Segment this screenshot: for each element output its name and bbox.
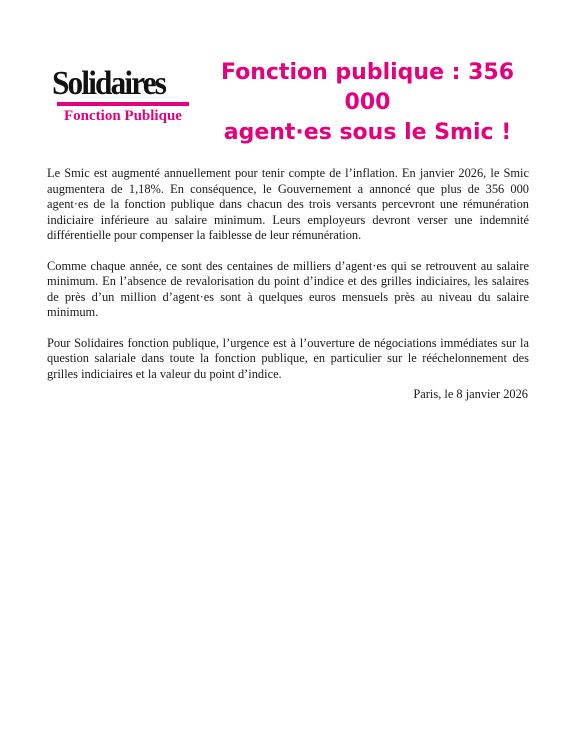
title-line-1: Fonction publique : 356 000	[220, 60, 515, 115]
document-body	[47, 166, 529, 397]
title-line-2: agent·es sous le Smic !	[223, 120, 512, 145]
dateline: Paris, le 8 janvier 2026	[413, 387, 528, 401]
paragraph-1: Le Smic est augmenté annuellement pour tenir compte de l’inflation. En janvier 2026, le Smic augmentera de 1,18%. En conséquence, le Gouvernement a annoncé que plus de 356 000 agent·es de la fonction publique dans chacun des trois versants percevront une rémunération indiciaire inférieure au salaire minimum. Leurs employeurs devront verser une indemnité différentielle pour compenser la faiblesse de leur rémunération.	[47, 166, 529, 242]
solidaires-logo	[52, 66, 192, 128]
logo-wordmark: Solidaires	[52, 65, 166, 102]
paragraph-3: Pour Solidaires fonction publique, l’urgence est à l’ouverture de négociations immédiates sur la question salariale dans toute la fonction publique, en particulier sur le rééchelonnement des grilles indiciaires et la valeur du point d’indice.	[47, 335, 529, 381]
logo-accent-bar	[57, 102, 189, 106]
paragraph-2: Comme chaque année, ce sont des centaines de milliers d’agent·es qui se retrouvent au salaire minimum. En l’absence de revalorisation du point d’indice et des grilles indiciaires, les salaires de près d’un million d’agent·es sont à quelques euros mensuels près au niveau du salaire minimum.	[47, 258, 529, 319]
page-title	[200, 58, 535, 148]
logo-subtitle: Fonction Publique	[64, 108, 182, 124]
